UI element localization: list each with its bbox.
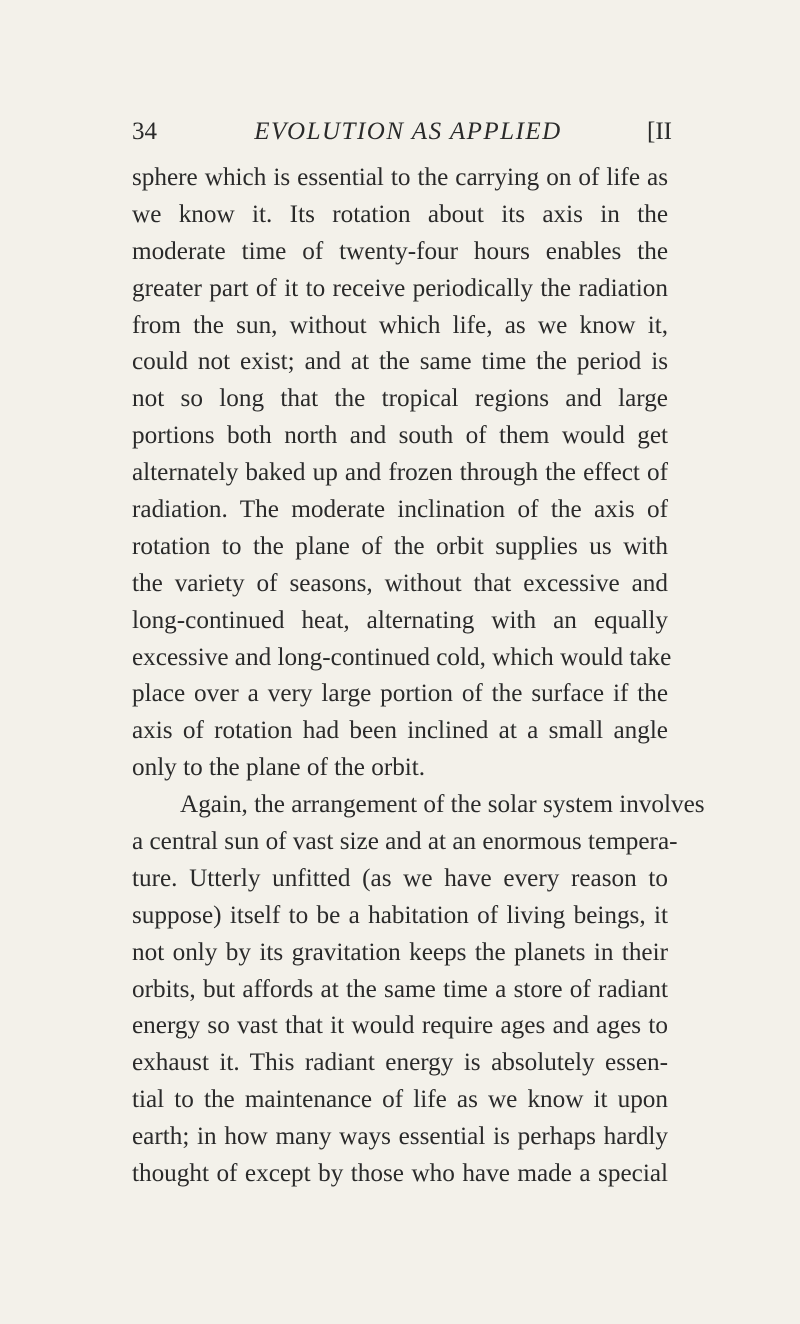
text-line: energy so vast that it would require ages and ages to <box>132 1012 668 1040</box>
text-line: radiation. The moderate inclination of the axis of <box>132 496 668 524</box>
text-line: portions both north and south of them would get <box>132 422 668 450</box>
text-line: ture. Utterly unfitted (as we have every reason to <box>132 864 668 892</box>
text-line: tial to the maintenance of life as we know it upon <box>132 1086 668 1114</box>
text-line: not so long that the tropical regions and large <box>132 385 668 413</box>
text-line: alternately baked up and frozen through the effect of <box>132 459 668 487</box>
text-line: suppose) itself to be a habitation of living beings, it <box>132 901 668 929</box>
text-line: moderate time of twenty-four hours enables the <box>132 237 668 265</box>
text-line: earth; in how many ways essential is perhaps hardly <box>132 1123 668 1151</box>
text-line: the variety of seasons, without that excessive and <box>132 569 668 597</box>
text-line: a central sun of vast size and at an enormous tempera- <box>132 828 678 856</box>
section-marker: [II <box>647 118 672 145</box>
body-text <box>132 160 705 1193</box>
text-line: from the sun, without which life, as we know it, <box>132 311 668 339</box>
text-line: rotation to the plane of the orbit supplies us with <box>132 532 668 560</box>
page-number: 34 <box>132 118 157 145</box>
text-line: exhaust it. This radiant energy is absolutely essen- <box>132 1049 668 1077</box>
paragraph-first-line: Again, the arrangement of the solar system involves <box>180 791 705 819</box>
text-line: thought of except by those who have made a special <box>132 1160 668 1188</box>
text-line: sphere which is essential to the carrying on of life as <box>132 164 668 191</box>
text-line: long-continued heat, alternating with an equally <box>132 606 668 634</box>
text-line: orbits, but affords at the same time a store of radiant <box>132 975 668 1003</box>
page-header <box>132 118 672 158</box>
text-line: not only by its gravitation keeps the planets in their <box>132 938 668 966</box>
paragraph-last-line: only to the plane of the orbit. <box>132 754 426 782</box>
text-line: excessive and long-continued cold, which would take <box>132 643 672 671</box>
text-line: greater part of it to receive periodically the radiation <box>132 274 668 302</box>
running-title: EVOLUTION AS APPLIED <box>254 118 562 145</box>
text-line: could not exist; and at the same time the period is <box>132 348 668 376</box>
text-line: axis of rotation had been inclined at a small angle <box>132 717 668 745</box>
text-line: place over a very large portion of the surface if the <box>132 680 668 708</box>
text-line: we know it. Its rotation about its axis in the <box>132 200 668 228</box>
